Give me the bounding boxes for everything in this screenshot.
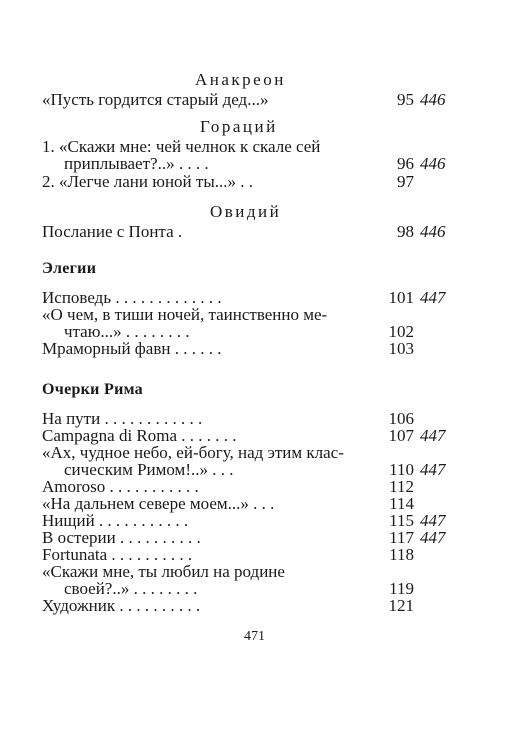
entry-page: 117 — [389, 528, 414, 547]
entry-label: Мраморный фавн . . . . . . — [42, 339, 222, 358]
entry-label: «Ах, чудное небо, ей-богу, над этим клас- — [42, 443, 344, 462]
entry-label: На пути . . . . . . . . . . . . — [42, 409, 203, 428]
entry-label: В остерии . . . . . . . . . . — [42, 528, 201, 547]
entry-page: 115 — [389, 511, 414, 530]
entry-label-continuation: приплывает?..» . . . . — [64, 154, 209, 173]
page-number: 471 — [244, 629, 265, 644]
entry-label: Послание с Понта . — [42, 222, 183, 241]
entry-ref: 447 — [420, 528, 446, 547]
entry-ref: 447 — [420, 460, 446, 479]
entry-ref: 446 — [420, 222, 446, 241]
entry-label: Fortunata . . . . . . . . . . — [42, 545, 193, 564]
entry-page: 95 — [397, 90, 414, 109]
section-heading-horace: Гораций — [200, 117, 278, 136]
entry-page: 106 — [388, 409, 414, 428]
entry-label: «Скажи мне, ты любил на родине — [42, 562, 285, 581]
entry-page: 103 — [388, 339, 414, 358]
entry-ref: 446 — [420, 90, 446, 109]
entry-label-continuation: сическим Римом!..» . . . — [64, 460, 234, 479]
entry-label: «На дальнем севере моем...» . . . — [42, 494, 275, 513]
entry-page: 118 — [389, 545, 414, 564]
entry-label: Художник . . . . . . . . . . — [42, 596, 201, 615]
entry-page: 110 — [389, 460, 414, 479]
section-heading-anacreon: Анакреон — [195, 70, 286, 89]
entry-label-continuation: чтаю...» . . . . . . . . — [64, 322, 190, 341]
entry-page: 112 — [389, 477, 414, 496]
entry-label: «О чем, в тиши ночей, таинственно ме- — [42, 305, 328, 324]
entry-page: 114 — [389, 494, 414, 513]
entry-label: Нищий . . . . . . . . . . . — [42, 511, 189, 530]
entry-label: Исповедь . . . . . . . . . . . . . — [42, 288, 222, 307]
entry-label: «Пусть гордится старый дед...» — [42, 90, 269, 109]
entry-page: 107 — [388, 426, 414, 445]
section-heading-rome: Очерки Рима — [42, 381, 143, 398]
entry-label-continuation: своей?..» . . . . . . . . — [64, 579, 198, 598]
entry-label: 1. «Скажи мне: чей челнок к скале сей — [42, 137, 321, 156]
entry-page: 102 — [388, 322, 414, 341]
entry-ref: 447 — [420, 511, 446, 530]
entry-page: 119 — [389, 579, 414, 598]
entry-page: 97 — [397, 172, 414, 191]
entry-page: 101 — [388, 288, 414, 307]
section-heading-elegies: Элегии — [42, 260, 97, 277]
entry-page: 121 — [388, 596, 414, 615]
entry-label: Campagna di Roma . . . . . . . — [42, 426, 237, 445]
entry-label: 2. «Легче лани юной ты...» . . — [42, 172, 253, 191]
entry-page: 96 — [397, 154, 414, 173]
entry-ref: 447 — [420, 288, 446, 307]
entry-ref: 447 — [420, 426, 446, 445]
entry-page: 98 — [397, 222, 414, 241]
entry-ref: 446 — [420, 154, 446, 173]
section-heading-ovid: Овидий — [210, 202, 282, 221]
entry-label: Amoroso . . . . . . . . . . . — [42, 477, 199, 496]
